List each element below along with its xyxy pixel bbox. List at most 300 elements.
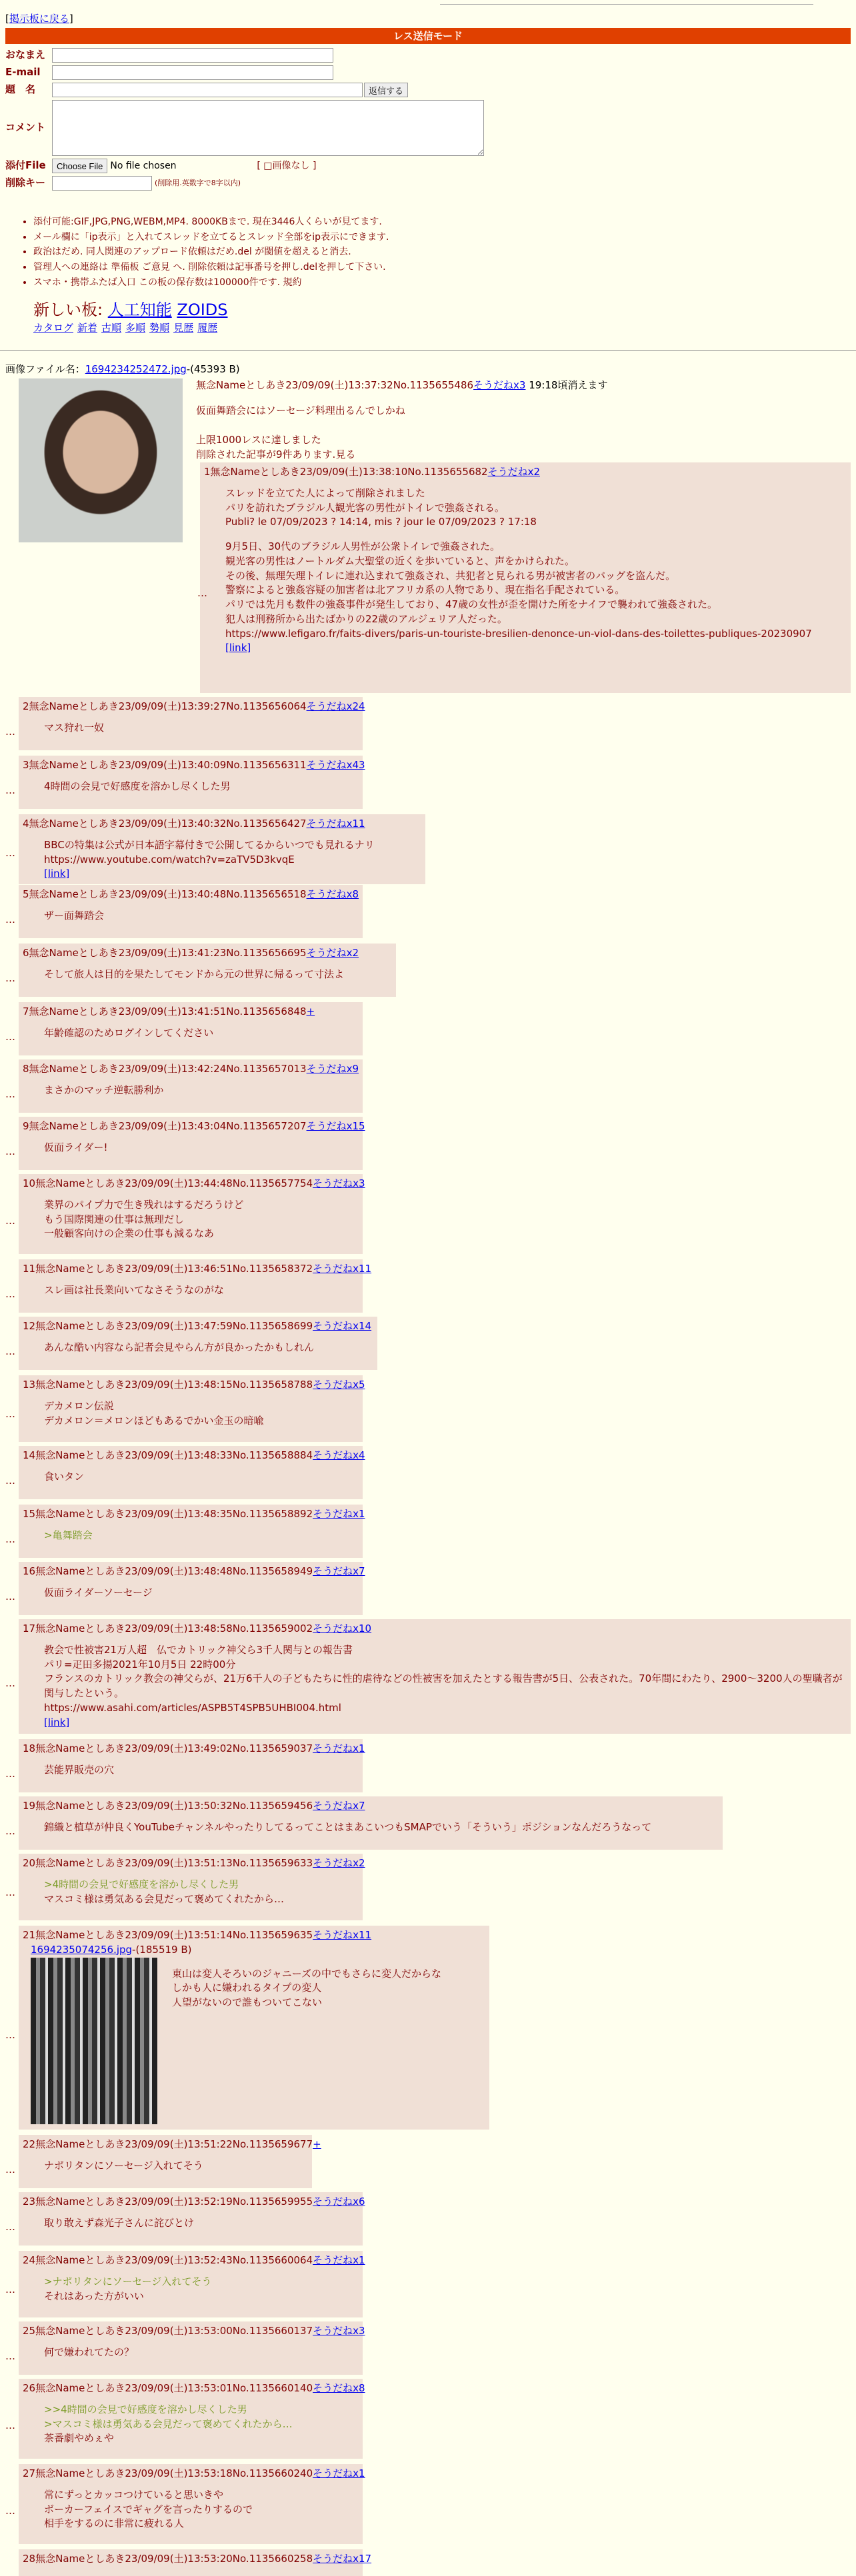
reply-line: 常にずっとカッコつけていると思いきや — [44, 2488, 223, 2501]
reply-meta: 無念Nameとしあき23/09/09(土)13:47:59No.1135658699 — [35, 1320, 313, 1332]
reply-dots: … — [5, 1768, 15, 1780]
reply-dots: … — [5, 726, 15, 738]
reply-line: 芸能界販売の穴 — [44, 1763, 115, 1776]
reply-body — [44, 1283, 359, 1298]
reply-post — [19, 1926, 489, 2130]
delkey-input[interactable] — [52, 176, 152, 191]
reply-line: 人望がないので誰もついてこない — [172, 1996, 323, 2008]
back-to-board: [掲示板に戻る] — [5, 13, 73, 25]
reply-header — [23, 1507, 365, 1522]
reply-line: 食いタン — [44, 1470, 85, 1483]
reply-number: 15 — [23, 1508, 36, 1520]
reply-body — [44, 2345, 359, 2360]
reply-body — [44, 2403, 359, 2446]
op-line: 上限1000レスに達しました — [196, 433, 321, 446]
nav-momentum[interactable]: 勢順 — [149, 322, 170, 334]
reply-number: 17 — [23, 1622, 36, 1634]
op-line: 仮面舞踏会にはソーセージ料理出るんでしかね — [196, 404, 405, 416]
external-link[interactable]: [link] — [44, 1716, 70, 1728]
reply-meta: 無念Nameとしあき23/09/09(土)13:41:51No.1135656848 — [29, 1005, 307, 1017]
name-label: おなまえ — [5, 49, 46, 61]
reply-line: 一般顧客向けの企業の仕事も減るなあ — [44, 1227, 215, 1240]
reply-form — [5, 48, 605, 193]
sodane-link[interactable]: そうだねx8 — [313, 2382, 365, 2394]
op-header-text: 無念Nameとしあき23/09/09(土)13:37:32No.1135655486 — [196, 379, 474, 391]
reply-line: マスコミ様は勇気ある会見だって褒めてくれたから… — [44, 1892, 285, 1905]
delkey-label: 削除キー — [5, 177, 46, 189]
reply-post — [19, 2135, 321, 2188]
reply-body — [44, 1470, 359, 1485]
reply-meta: 無念Nameとしあき23/09/09(土)13:38:10No.1135655682 — [210, 466, 488, 478]
reply-number: 20 — [23, 1857, 36, 1869]
reply-header — [23, 1742, 365, 1756]
reply-meta: 無念Nameとしあき23/09/09(土)13:49:02No.1135659037 — [35, 1742, 313, 1754]
sodane-link[interactable]: そうだねx7 — [313, 1565, 365, 1577]
reply-line: もう国際関連の仕事は無理だし — [44, 1213, 185, 1225]
reply-header — [23, 946, 392, 961]
reply-header — [23, 2381, 365, 2396]
reply-post — [19, 1174, 363, 1254]
reply-body — [44, 1026, 359, 1041]
reply-dots: … — [5, 784, 15, 796]
sodane-link[interactable]: そうだねx1 — [313, 1742, 365, 1754]
reply-line: 仮面ライダーソーセージ — [44, 1586, 153, 1599]
reply-header — [23, 1856, 365, 1871]
reply-line: Publi? le 07/09/2023 ? 14:14, mis ? jour le 07/09/2023 ? 17:18 — [225, 516, 537, 528]
sodane-link[interactable]: そうだねx2 — [313, 1857, 365, 1869]
submit-button[interactable]: 返信する — [364, 83, 408, 97]
reply-file-info — [31, 1943, 485, 1958]
reply-dots: … — [5, 1288, 15, 1300]
reply-post — [19, 1796, 723, 1850]
board-nav — [33, 321, 221, 336]
sodane-link[interactable]: そうだねx14 — [313, 1320, 372, 1332]
reply-header — [23, 1799, 719, 1814]
reply-line: 教会で性被害21万人超 仏でカトリック神父ら3千人関与との報告書 — [44, 1643, 353, 1656]
reply-line: その後、無理矢理トイレに連れ込まれて強姦され、共犯者と見られる男が被害者のバッグを盗んだ。 — [225, 569, 676, 582]
sodane-link[interactable]: そうだねx2 — [306, 947, 359, 959]
sodane-link[interactable]: そうだねx11 — [306, 818, 365, 830]
reply-meta: 無念Nameとしあき23/09/09(土)13:44:48No.1135657754 — [35, 1177, 313, 1189]
reply-body — [44, 909, 359, 924]
op-expire: 19:18頃消えます — [529, 379, 608, 391]
reply-post — [19, 944, 396, 997]
reply-post — [19, 756, 363, 809]
reply-mode-bar: レス送信モード — [5, 28, 851, 44]
reply-body — [44, 1198, 359, 1241]
reply-header — [23, 1378, 365, 1393]
back-link[interactable]: 掲示板に戻る — [9, 13, 69, 25]
reply-number: 12 — [23, 1320, 36, 1332]
reply-number: 25 — [23, 2325, 36, 2337]
reply-line: 犯人は刑務所から出たばかりの22歳のアルジェリア人だった。 — [225, 612, 507, 625]
reply-line: パリ=疋田多揚2021年10月5日 22時00分 — [44, 1658, 236, 1670]
note-item: • メール欄に「ip表示」と入れてスレッドを立てるとスレッド全部をip表示にできます. — [33, 230, 389, 245]
reply-meta: 無念Nameとしあき23/09/09(土)13:48:33No.1135658884 — [35, 1449, 313, 1461]
reply-post — [19, 885, 363, 938]
reply-body — [44, 2159, 308, 2174]
nav-old[interactable]: 古順 — [101, 322, 122, 334]
reply-body — [44, 1878, 359, 1907]
reply-line: しかも人に嫌われるタイプの変人 — [172, 1982, 322, 1994]
reply-dots: … — [5, 972, 15, 984]
op-file-info — [5, 362, 240, 377]
sodane-link[interactable]: そうだねx3 — [313, 1177, 365, 1189]
reply-line: スレッドを立てた人によって削除されました — [225, 486, 425, 499]
reply-number: 3 — [23, 759, 29, 771]
reply-number: 26 — [23, 2382, 36, 2394]
reply-thumbnail[interactable] — [31, 1958, 157, 2124]
reply-line: 東山は変人そろいのジャニーズの中でもさらに変人だからな — [172, 1967, 441, 1980]
reply-line: 仮面ライダー! — [44, 1141, 108, 1153]
reply-meta: 無念Nameとしあき23/09/09(土)13:51:13No.1135659633 — [35, 1857, 313, 1869]
reply-line: 4時間の会見で好感度を溶かし尽くした男 — [44, 780, 231, 792]
reply-line: 相手をするのに非常に疲れる人 — [44, 2517, 185, 2530]
reply-line: マス狩れ一奴 — [44, 721, 105, 734]
sodane-link[interactable]: そうだねx43 — [306, 759, 365, 771]
reply-post — [19, 2464, 363, 2544]
reply-line: 年齢確認のためログインしてください — [44, 1026, 214, 1039]
reply-number: 4 — [23, 818, 29, 830]
reply-header — [23, 2138, 321, 2152]
reply-line: >マスコミ様は勇気ある会見だって褒めてくれたから… — [44, 2417, 293, 2430]
reply-post — [19, 2192, 363, 2246]
reply-dots: … — [5, 2164, 15, 2176]
sodane-link[interactable]: そうだねx17 — [313, 2553, 372, 2565]
reply-body — [44, 1341, 373, 1355]
reply-number: 10 — [23, 1177, 36, 1189]
reply-line: 観光客の男性はノートルダム大聖堂の近くを歩いていると、声をかけられた。 — [225, 554, 575, 567]
note-item: • 添付可能:GIF,JPG,PNG,WEBM,MP4. 8000KBまで. 現在3446人くらいが見てます. — [33, 215, 389, 230]
reply-header — [23, 1005, 359, 1019]
sodane-link[interactable]: そうだねx10 — [313, 1622, 372, 1634]
reply-post — [19, 1446, 363, 1499]
new-board-prefix: 新しい板: — [33, 301, 103, 319]
reply-dots: … — [5, 1215, 15, 1227]
reply-line: BBCの特集は公式が日本語字幕付きで公開してるからいつでも見れるナリ — [44, 838, 375, 851]
reply-number: 18 — [23, 1742, 36, 1754]
reply-meta: 無念Nameとしあき23/09/09(土)13:51:22No.1135659677 — [35, 2138, 313, 2150]
new-board-link-ai[interactable]: 人工知能 — [107, 301, 172, 319]
reply-body — [44, 780, 359, 794]
reply-post — [19, 1317, 377, 1370]
reply-header — [23, 1928, 485, 1943]
reply-number: 13 — [23, 1379, 36, 1391]
external-link[interactable]: [link] — [44, 868, 70, 880]
reply-line: >ナポリタンにソーセージ入れてそう — [44, 2275, 212, 2287]
comment-label: コメント — [5, 121, 46, 134]
name-input[interactable] — [52, 48, 333, 63]
reply-line: デカメロン＝メロンほどもあるでかい金玉の暗喩 — [44, 1414, 264, 1427]
reply-header — [204, 465, 847, 480]
sodane-link[interactable]: そうだねx11 — [313, 1929, 372, 1941]
op-sodane[interactable]: そうだねx3 — [473, 379, 526, 391]
reply-dots: … — [5, 1533, 15, 1545]
reply-dots: … — [5, 1145, 15, 1157]
subject-label: 題 名 — [5, 83, 36, 96]
reply-dots: … — [5, 2221, 15, 2233]
nav-catalog[interactable]: カタログ — [33, 322, 74, 334]
reply-meta: 無念Nameとしあき23/09/09(土)13:46:51No.1135658372 — [35, 1263, 313, 1275]
reply-post — [19, 697, 363, 750]
delkey-note: (削除用.英数字で8字以内) — [155, 179, 241, 188]
nav-history[interactable]: 履歴 — [197, 322, 218, 334]
reply-dots: … — [5, 2029, 15, 2041]
reply-header — [23, 2254, 365, 2268]
file-status: No file chosen — [110, 160, 177, 171]
email-input[interactable] — [52, 65, 333, 80]
reply-post — [19, 1854, 363, 1920]
reply-dots: … — [5, 1088, 15, 1100]
reply-header — [23, 700, 365, 714]
reply-dots: … — [5, 1475, 15, 1487]
reply-line: 警察によると強姦容疑の加害者は北アフリカ系の人物であり、現在指名手配されている。 — [225, 584, 625, 596]
reply-meta: 無念Nameとしあき23/09/09(土)13:40:09No.1135656311 — [29, 759, 307, 771]
nav-many[interactable]: 多順 — [125, 322, 146, 334]
reply-body — [44, 1820, 719, 1835]
reply-dots: … — [5, 1886, 15, 1898]
op-file-size: -(45393 B) — [186, 363, 240, 375]
reply-meta: 無念Nameとしあき23/09/09(土)13:40:48No.1135656518 — [29, 888, 307, 900]
reply-header — [23, 1062, 359, 1077]
reply-body — [44, 2216, 359, 2231]
subject-input[interactable] — [52, 83, 363, 97]
reply-post — [19, 1059, 363, 1113]
reply-meta: 無念Nameとしあき23/09/09(土)13:53:01No.1135660140 — [35, 2382, 313, 2394]
nav-viewed[interactable]: 見歴 — [173, 322, 194, 334]
reply-meta: 無念Nameとしあき23/09/09(土)13:48:58No.1135659002 — [35, 1622, 313, 1634]
op-file-prefix: 画像ファイル名： — [5, 363, 85, 375]
reply-post — [200, 462, 851, 693]
reply-line: フランスのカトリック教会の神父らが、21万6千人の子どもたちに性的虐待などの性被害を加えたとする報告書が5日、公表された。70年間にわたり、2900〜3200人の聖職者が関与したという。 — [44, 1672, 843, 1699]
sodane-link[interactable]: そうだねx3 — [313, 2325, 365, 2337]
reply-line: 取り敢えず森光子さんに詫びとけ — [44, 2216, 195, 2229]
reply-dots: … — [5, 2350, 15, 2362]
reply-number: 7 — [23, 1005, 29, 1017]
sodane-link[interactable]: + — [313, 2138, 321, 2150]
reply-line: 9月5日、30代のブラジル人男性が公衆トイレで強姦された。 — [225, 540, 501, 552]
reply-number: 19 — [23, 1800, 36, 1812]
reply-body — [44, 1141, 359, 1155]
reply-dots: … — [5, 1408, 15, 1420]
reply-body — [44, 967, 392, 982]
reply-dots: … — [5, 2283, 15, 2295]
reply-line: https://www.youtube.com/watch?v=zaTV5D3kvqE — [44, 853, 295, 866]
reply-post — [19, 1619, 851, 1734]
sodane-link[interactable]: そうだねx2 — [487, 466, 540, 478]
reply-dots: … — [5, 1031, 15, 1043]
reply-header — [23, 1565, 365, 1579]
reply-header — [23, 758, 365, 773]
reply-line — [225, 530, 847, 540]
sodane-link[interactable]: そうだねx6 — [313, 2196, 365, 2208]
sodane-link[interactable]: そうだねx24 — [306, 700, 365, 712]
reply-dots: … — [5, 1825, 15, 1837]
reply-meta: 無念Nameとしあき23/09/09(土)13:40:32No.1135656427 — [29, 818, 307, 830]
sodane-link[interactable]: そうだねx11 — [313, 1263, 372, 1275]
reply-meta: 無念Nameとしあき23/09/09(土)13:53:20No.1135660258 — [35, 2553, 313, 2565]
reply-dots: … — [5, 847, 15, 859]
reply-header — [23, 2195, 365, 2210]
reply-post — [19, 1562, 363, 1615]
reply-number: 11 — [23, 1263, 36, 1275]
reply-file-size: -(185519 B) — [132, 1943, 192, 1956]
reply-body — [44, 2275, 359, 2304]
reply-post — [19, 1739, 363, 1792]
nav-new[interactable]: 新着 — [77, 322, 98, 334]
sodane-link[interactable]: + — [306, 1005, 315, 1017]
reply-meta: 無念Nameとしあき23/09/09(土)13:53:00No.1135660137 — [35, 2325, 313, 2337]
reply-number: 21 — [23, 1929, 36, 1941]
reply-post — [19, 1375, 363, 1442]
reply-line: あんな酷い内容なら記者会見やらん方が良かったかもしれん — [44, 1341, 315, 1353]
reply-dots: … — [5, 1677, 15, 1689]
reply-body — [44, 1763, 359, 1778]
reply-body — [44, 838, 421, 882]
reply-line: >4時間の会見で好感度を溶かし尽くした男 — [44, 1878, 239, 1890]
reply-dots: … — [5, 2505, 15, 2517]
no-image-checkbox[interactable]: [ □画像なし ] — [257, 160, 317, 171]
reply-dots: … — [5, 1345, 15, 1357]
new-board-link-zoids[interactable]: ZOIDS — [177, 301, 228, 319]
reply-dots: … — [197, 587, 207, 599]
reply-line: 業界のパイプ力で生き残れはするだろうけど — [44, 1198, 244, 1211]
reply-number: 24 — [23, 2254, 36, 2266]
reply-post — [19, 2379, 363, 2459]
op-header — [196, 378, 607, 393]
sodane-link[interactable]: そうだねx1 — [313, 2254, 365, 2266]
reply-post — [19, 1259, 372, 1313]
reply-line: https://www.asahi.com/articles/ASPB5T4SPB5UHBI004.html — [44, 1701, 341, 1714]
reply-line: デカメロン伝説 — [44, 1399, 114, 1412]
reply-header — [23, 1319, 373, 1334]
reply-number: 16 — [23, 1565, 36, 1577]
email-label: E-mail — [5, 66, 41, 79]
reply-line: ナポリタンにソーセージ入れてそう — [44, 2159, 203, 2172]
reply-number: 28 — [23, 2553, 36, 2565]
reply-body — [225, 486, 847, 656]
reply-meta: 無念Nameとしあき23/09/09(土)13:52:19No.1135659955 — [35, 2196, 313, 2208]
reply-number: 2 — [23, 700, 29, 712]
external-link[interactable]: [link] — [225, 642, 251, 654]
reply-meta: 無念Nameとしあき23/09/09(土)13:51:14No.1135659635 — [35, 1929, 313, 1941]
reply-file-link[interactable]: 1694235074256.jpg — [31, 1943, 133, 1956]
reply-meta: 無念Nameとしあき23/09/09(土)13:41:23No.1135656695 — [29, 947, 307, 959]
reply-meta: 無念Nameとしあき23/09/09(土)13:48:35No.1135658892 — [35, 1508, 313, 1520]
reply-line: 茶番劇やめぇや — [44, 2432, 114, 2445]
reply-number: 14 — [23, 1449, 36, 1461]
sodane-link[interactable]: そうだねx8 — [306, 888, 359, 900]
sodane-link[interactable]: そうだねx1 — [313, 2467, 365, 2479]
reply-number: 22 — [23, 2138, 36, 2150]
sodane-link[interactable]: そうだねx4 — [313, 1449, 365, 1461]
op-line: 削除された記事が9件あります.見る — [196, 448, 356, 460]
reply-post — [19, 1002, 363, 1055]
reply-number: 27 — [23, 2467, 36, 2479]
reply-line: そして旅人は目的を果たしてモンドから元の世界に帰るって寸法よ — [44, 967, 345, 980]
sodane-link[interactable]: そうだねx1 — [313, 1508, 365, 1520]
file-label: 添付File — [5, 159, 46, 172]
sodane-link[interactable]: そうだねx5 — [313, 1379, 365, 1391]
reply-body — [44, 721, 359, 736]
reply-header — [23, 1262, 372, 1277]
reply-dots: … — [5, 914, 15, 926]
reply-body — [44, 1083, 359, 1098]
reply-meta: 無念Nameとしあき23/09/09(土)13:52:43No.1135660064 — [35, 2254, 313, 2266]
reply-dots: … — [5, 2419, 15, 2431]
reply-header — [23, 2552, 372, 2567]
reply-post — [19, 2321, 363, 2375]
reply-meta: 無念Nameとしあき23/09/09(土)13:39:27No.1135656064 — [29, 700, 307, 712]
reply-body — [44, 1586, 359, 1601]
reply-meta: 無念Nameとしあき23/09/09(土)13:48:48No.1135658949 — [35, 1565, 313, 1577]
reply-header — [23, 2324, 365, 2339]
note-item: • 政治はだめ. 同人関連のアップロード依頼はだめ.del が閾値を超えると消去. — [33, 245, 389, 260]
sodane-link[interactable]: そうだねx15 — [306, 1120, 365, 1132]
reply-body — [44, 1529, 359, 1543]
reply-meta: 無念Nameとしあき23/09/09(土)13:42:24No.1135657013 — [29, 1063, 307, 1075]
reply-line: まさかのマッチ逆転勝利か — [44, 1083, 164, 1096]
reply-header — [23, 2467, 365, 2481]
sodane-link[interactable]: そうだねx7 — [313, 1800, 365, 1812]
reply-line: パリを訪れたブラジル人観光客の男性がトイレで強姦される。 — [225, 501, 505, 514]
reply-number: 9 — [23, 1120, 29, 1132]
reply-line: それはあった方がいい — [44, 2289, 144, 2302]
reply-line: ザー面舞踏会 — [44, 909, 105, 922]
reply-meta: 無念Nameとしあき23/09/09(土)13:50:32No.1135659456 — [35, 1800, 313, 1812]
reply-body — [44, 1643, 847, 1730]
reply-number: 23 — [23, 2196, 36, 2208]
reply-line: https://www.lefigaro.fr/faits-divers/paris-un-touriste-bresilien-denonce-un-viol-dans-des-toilettes-publiques-20230907 — [225, 627, 812, 640]
reply-post — [19, 2251, 363, 2317]
reply-post — [19, 2549, 372, 2576]
reply-dots: … — [5, 1591, 15, 1603]
reply-meta: 無念Nameとしあき23/09/09(土)13:43:04No.1135657207 — [29, 1120, 307, 1132]
reply-meta: 無念Nameとしあき23/09/09(土)13:48:15No.1135658788 — [35, 1379, 313, 1391]
reply-number: 5 — [23, 888, 29, 900]
reply-line: パリでは先月も数件の強姦事件が発生しており、47歳の女性が歪を開けた所をナイフで襲われて強姦された。 — [225, 598, 718, 610]
new-board-line — [33, 299, 228, 322]
reply-post — [19, 1505, 363, 1558]
reply-number: 1 — [204, 466, 211, 478]
reply-header — [23, 888, 359, 902]
reply-line: ボーカーフェイスでギャグを言ったりするので — [44, 2503, 253, 2515]
comment-textarea[interactable] — [52, 100, 484, 156]
op-file-link[interactable]: 1694234252472.jpg — [85, 363, 187, 375]
sodane-link[interactable]: そうだねx9 — [306, 1063, 359, 1075]
op-image[interactable] — [19, 378, 183, 542]
reply-body — [44, 1399, 359, 1429]
reply-header — [23, 1177, 365, 1191]
reply-line: 何で嫌われてたの？ — [44, 2345, 135, 2358]
board-notes — [20, 215, 389, 290]
reply-line: >>4時間の会見で好感度を溶かし尽くした男 — [44, 2403, 247, 2415]
reply-number: 8 — [23, 1063, 29, 1075]
reply-line: 錦織と植草が仲良くYouTubeチャンネルやったりしてるってことはまあこいつもSMAPでいう「そういう」ポジションなんだろうなって — [44, 1820, 652, 1833]
reply-line: スレ画は社長業向いてなさそうなのがな — [44, 1283, 225, 1296]
thread-divider — [0, 350, 856, 351]
reply-header — [23, 1119, 365, 1134]
reply-post — [19, 1117, 363, 1170]
reply-body — [44, 2488, 359, 2531]
choose-file-button[interactable]: Choose File — [52, 159, 107, 173]
reply-post — [19, 814, 425, 884]
reply-number: 6 — [23, 947, 29, 959]
reply-line: >亀舞踏会 — [44, 1529, 93, 1541]
reply-header — [23, 817, 421, 832]
reply-header — [23, 1449, 365, 1463]
top-divider — [440, 4, 813, 5]
